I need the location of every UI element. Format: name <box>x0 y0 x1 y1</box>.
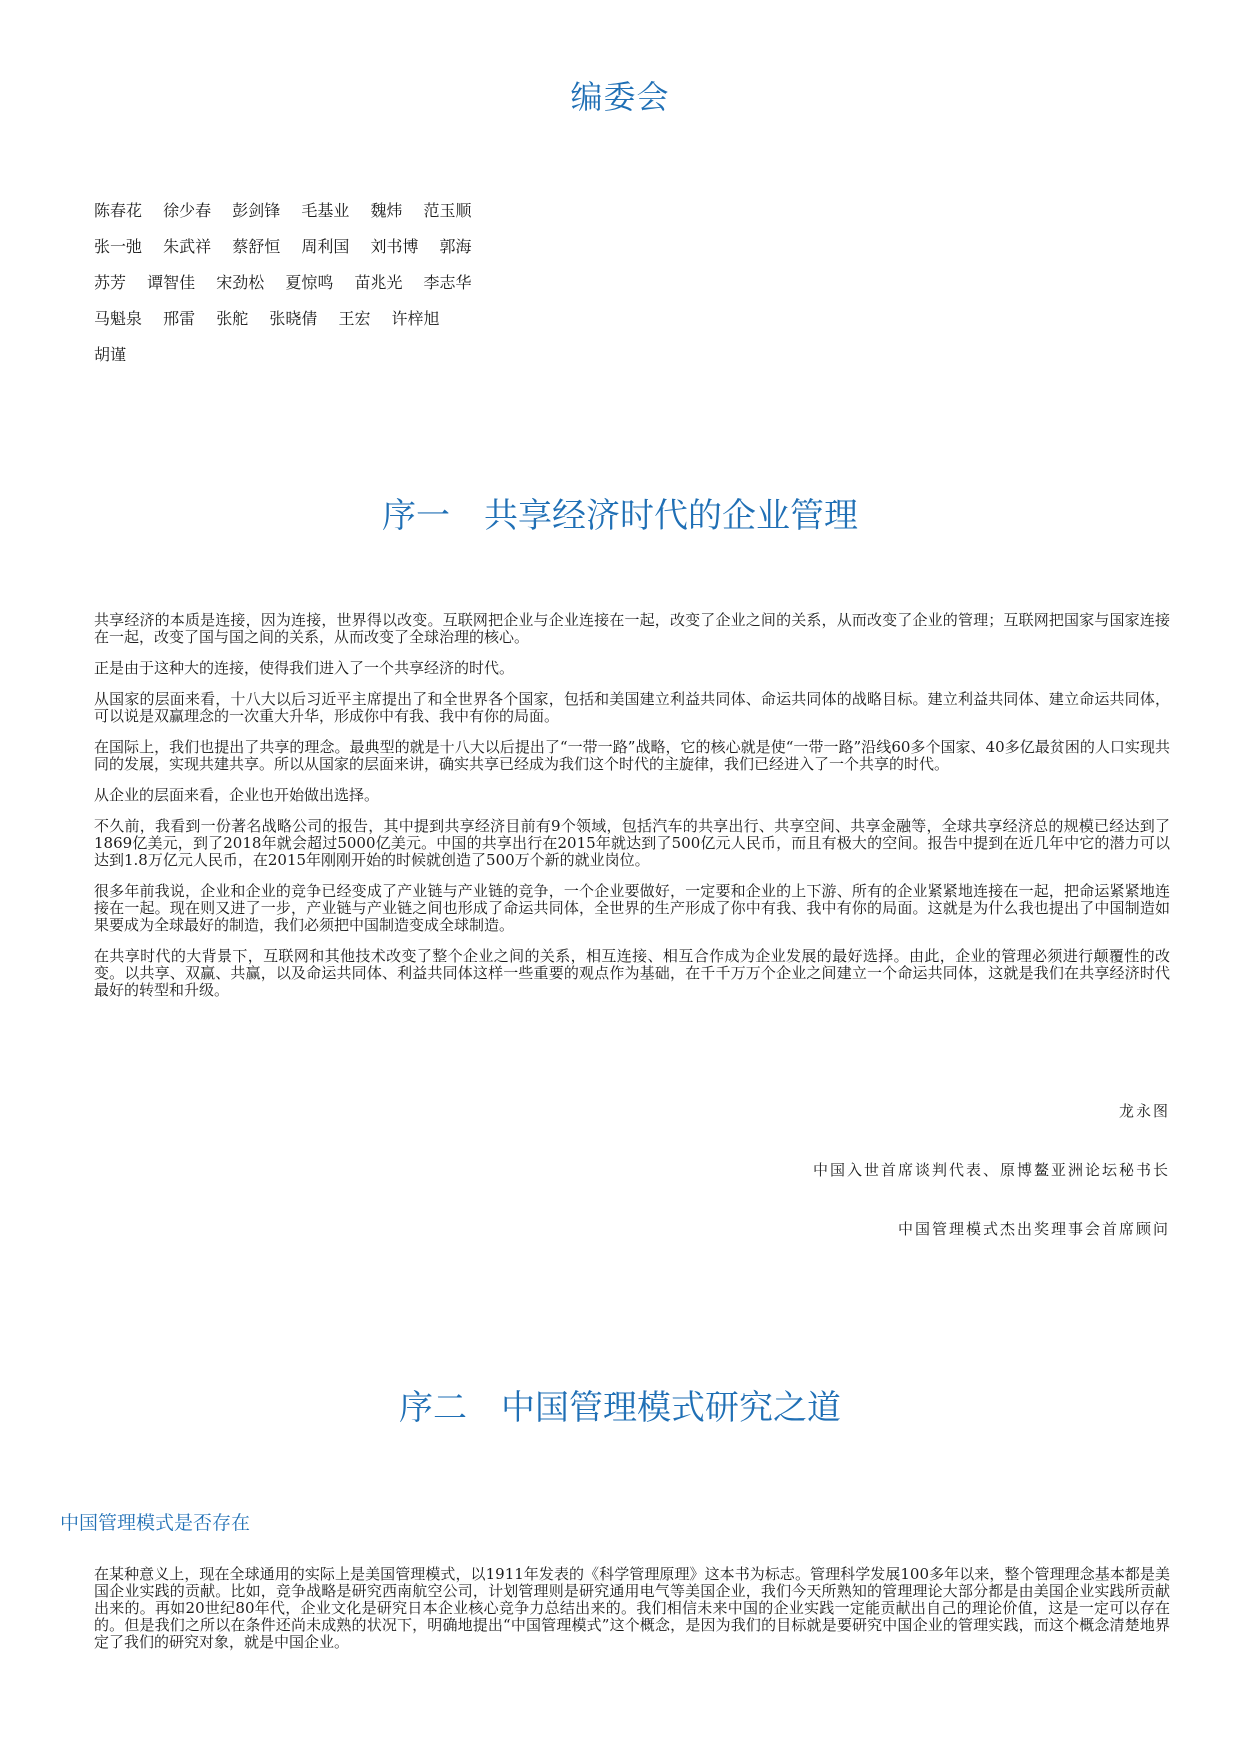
editorial-board-names <box>94 193 488 373</box>
member-name: 范玉顺 <box>423 201 472 220</box>
member-name: 周利国 <box>301 237 350 256</box>
member-name: 苏芳 <box>94 273 127 292</box>
preface1-body <box>94 612 1170 1013</box>
paragraph: 正是由于这种大的连接，使得我们进入了一个共享经济的时代。 <box>94 659 515 677</box>
member-name: 王宏 <box>338 309 371 328</box>
preface2-body <box>94 1566 1170 1665</box>
member-name: 蔡舒恒 <box>232 237 281 256</box>
member-name: 彭剑锋 <box>232 201 281 220</box>
editorial-board-title: 编委会 <box>570 78 670 116</box>
paragraph: 在某种意义上，现在全球通用的实际上是美国管理模式，以1911年发表的《科学管理原理》这本书为标志。管理科学发展100多年以来，整个管理理念基本都是美国企业实践的贡献。比如，竞争战略是研究西南航空公司，计划管理则是研究通用电气等美国企业，我们今天所熟知的管理理论大部分都是由美国企业实践所贡献出来的。再如20世纪80年代，企业文化是研究日本企业核心竞争力总结出来的。我们相信未来中国的企业实践一定能贡献出自己的理论价值，这是一定可以存在的。但是我们之所以在条件还尚未成熟的状况下，明确地提出“中国管理模式”这个概念，是因为我们的目标就是要研究中国企业的管理实践，而这个概念清楚地界定了我们的研究对象，就是中国企业。 <box>94 1565 1170 1651</box>
member-name: 李志华 <box>423 273 472 292</box>
member-name: 刘书博 <box>370 237 419 256</box>
member-name: 朱武祥 <box>163 237 212 256</box>
paragraph: 共享经济的本质是连接，因为连接，世界得以改变。互联网把企业与企业连接在一起，改变了企业之间的关系，从而改变了企业的管理；互联网把国家与国家连接在一起，改变了国与国之间的关系，从而改变了全球治理的核心。 <box>94 611 1170 646</box>
section-subheading: 中国管理模式是否存在 <box>60 1512 251 1534</box>
paragraph: 从企业的层面来看，企业也开始做出选择。 <box>94 786 380 804</box>
member-name: 郭海 <box>439 237 472 256</box>
member-name: 张晓倩 <box>269 309 318 328</box>
paragraph: 在共享时代的大背景下，互联网和其他技术改变了整个企业之间的关系，相互连接、相互合作成为企业发展的最好选择。由此，企业的管理必须进行颠覆性的改变。以共享、双赢、共赢，以及命运共同体、利益共同体这样一些重要的观点作为基础，在千千万万个企业之间建立一个命运共同体，这就是我们在共享经济时代最好的转型和升级。 <box>94 947 1170 999</box>
member-name: 苗兆光 <box>354 273 403 292</box>
preface2-title: 序二 中国管理模式研究之道 <box>399 1388 841 1428</box>
paragraph: 从国家的层面来看，十八大以后习近平主席提出了和全世界各个国家，包括和美国建立利益共同体、命运共同体的战略目标。建立利益共同体、建立命运共同体，可以说是双赢理念的一次重大升华，形成你中有我、我中有你的局面。 <box>94 690 1170 725</box>
member-name: 徐少春 <box>163 201 212 220</box>
member-name: 陈春花 <box>94 201 143 220</box>
paragraph: 不久前，我看到一份著名战略公司的报告，其中提到共享经济目前有9个领域，包括汽车的共享出行、共享空间、共享金融等，全球共享经济总的规模已经达到了1869亿美元，到了2018年就会超过5000亿美元。中国的共享出行在2015年就达到了500亿元人民币，而且有极大的空间。报告中提到在近几年中它的潜力可以达到1.8万亿元人民币，在2015年刚刚开始的时候就创造了500万个新的就业岗位。 <box>94 817 1170 869</box>
signature-title: 中国管理模式杰出奖理事会首席顾问 <box>897 1220 1170 1238</box>
member-name: 夏惊鸣 <box>285 273 334 292</box>
member-name: 胡谨 <box>94 345 127 364</box>
signature-title: 中国入世首席谈判代表、原博鳌亚洲论坛秘书长 <box>812 1161 1170 1179</box>
member-name: 张舵 <box>216 309 249 328</box>
signature-name: 龙永图 <box>1118 1102 1170 1120</box>
preface1-title: 序一 共享经济时代的企业管理 <box>382 496 858 536</box>
member-name: 许梓旭 <box>391 309 440 328</box>
member-name: 宋劲松 <box>216 273 265 292</box>
name-row <box>94 229 488 265</box>
member-name: 马魁泉 <box>94 309 143 328</box>
name-row <box>94 301 488 337</box>
name-row <box>94 193 488 229</box>
member-name: 张一弛 <box>94 237 143 256</box>
name-row <box>94 265 488 301</box>
name-row <box>94 337 488 373</box>
paragraph: 在国际上，我们也提出了共享的理念。最典型的就是十八大以后提出了“一带一路”战略，它的核心就是使“一带一路”沿线60多个国家、40多亿最贫困的人口实现共同的发展，实现共建共享。所以从国家的层面来讲，确实共享已经成为我们这个时代的主旋律，我们已经进入了一个共享的时代。 <box>94 738 1170 773</box>
member-name: 魏炜 <box>370 201 403 220</box>
member-name: 谭智佳 <box>147 273 196 292</box>
member-name: 毛基业 <box>301 201 350 220</box>
paragraph: 很多年前我说，企业和企业的竞争已经变成了产业链与产业链的竞争，一个企业要做好，一定要和企业的上下游、所有的企业紧紧地连接在一起，把命运紧紧地连接在一起。现在则又进了一步，产业链与产业链之间也形成了命运共同体，全世界的生产形成了你中有我、我中有你的局面。这就是为什么我也提出了中国制造如果要成为全球最好的制造，我们必须把中国制造变成全球制造。 <box>94 882 1170 934</box>
member-name: 邢雷 <box>163 309 196 328</box>
